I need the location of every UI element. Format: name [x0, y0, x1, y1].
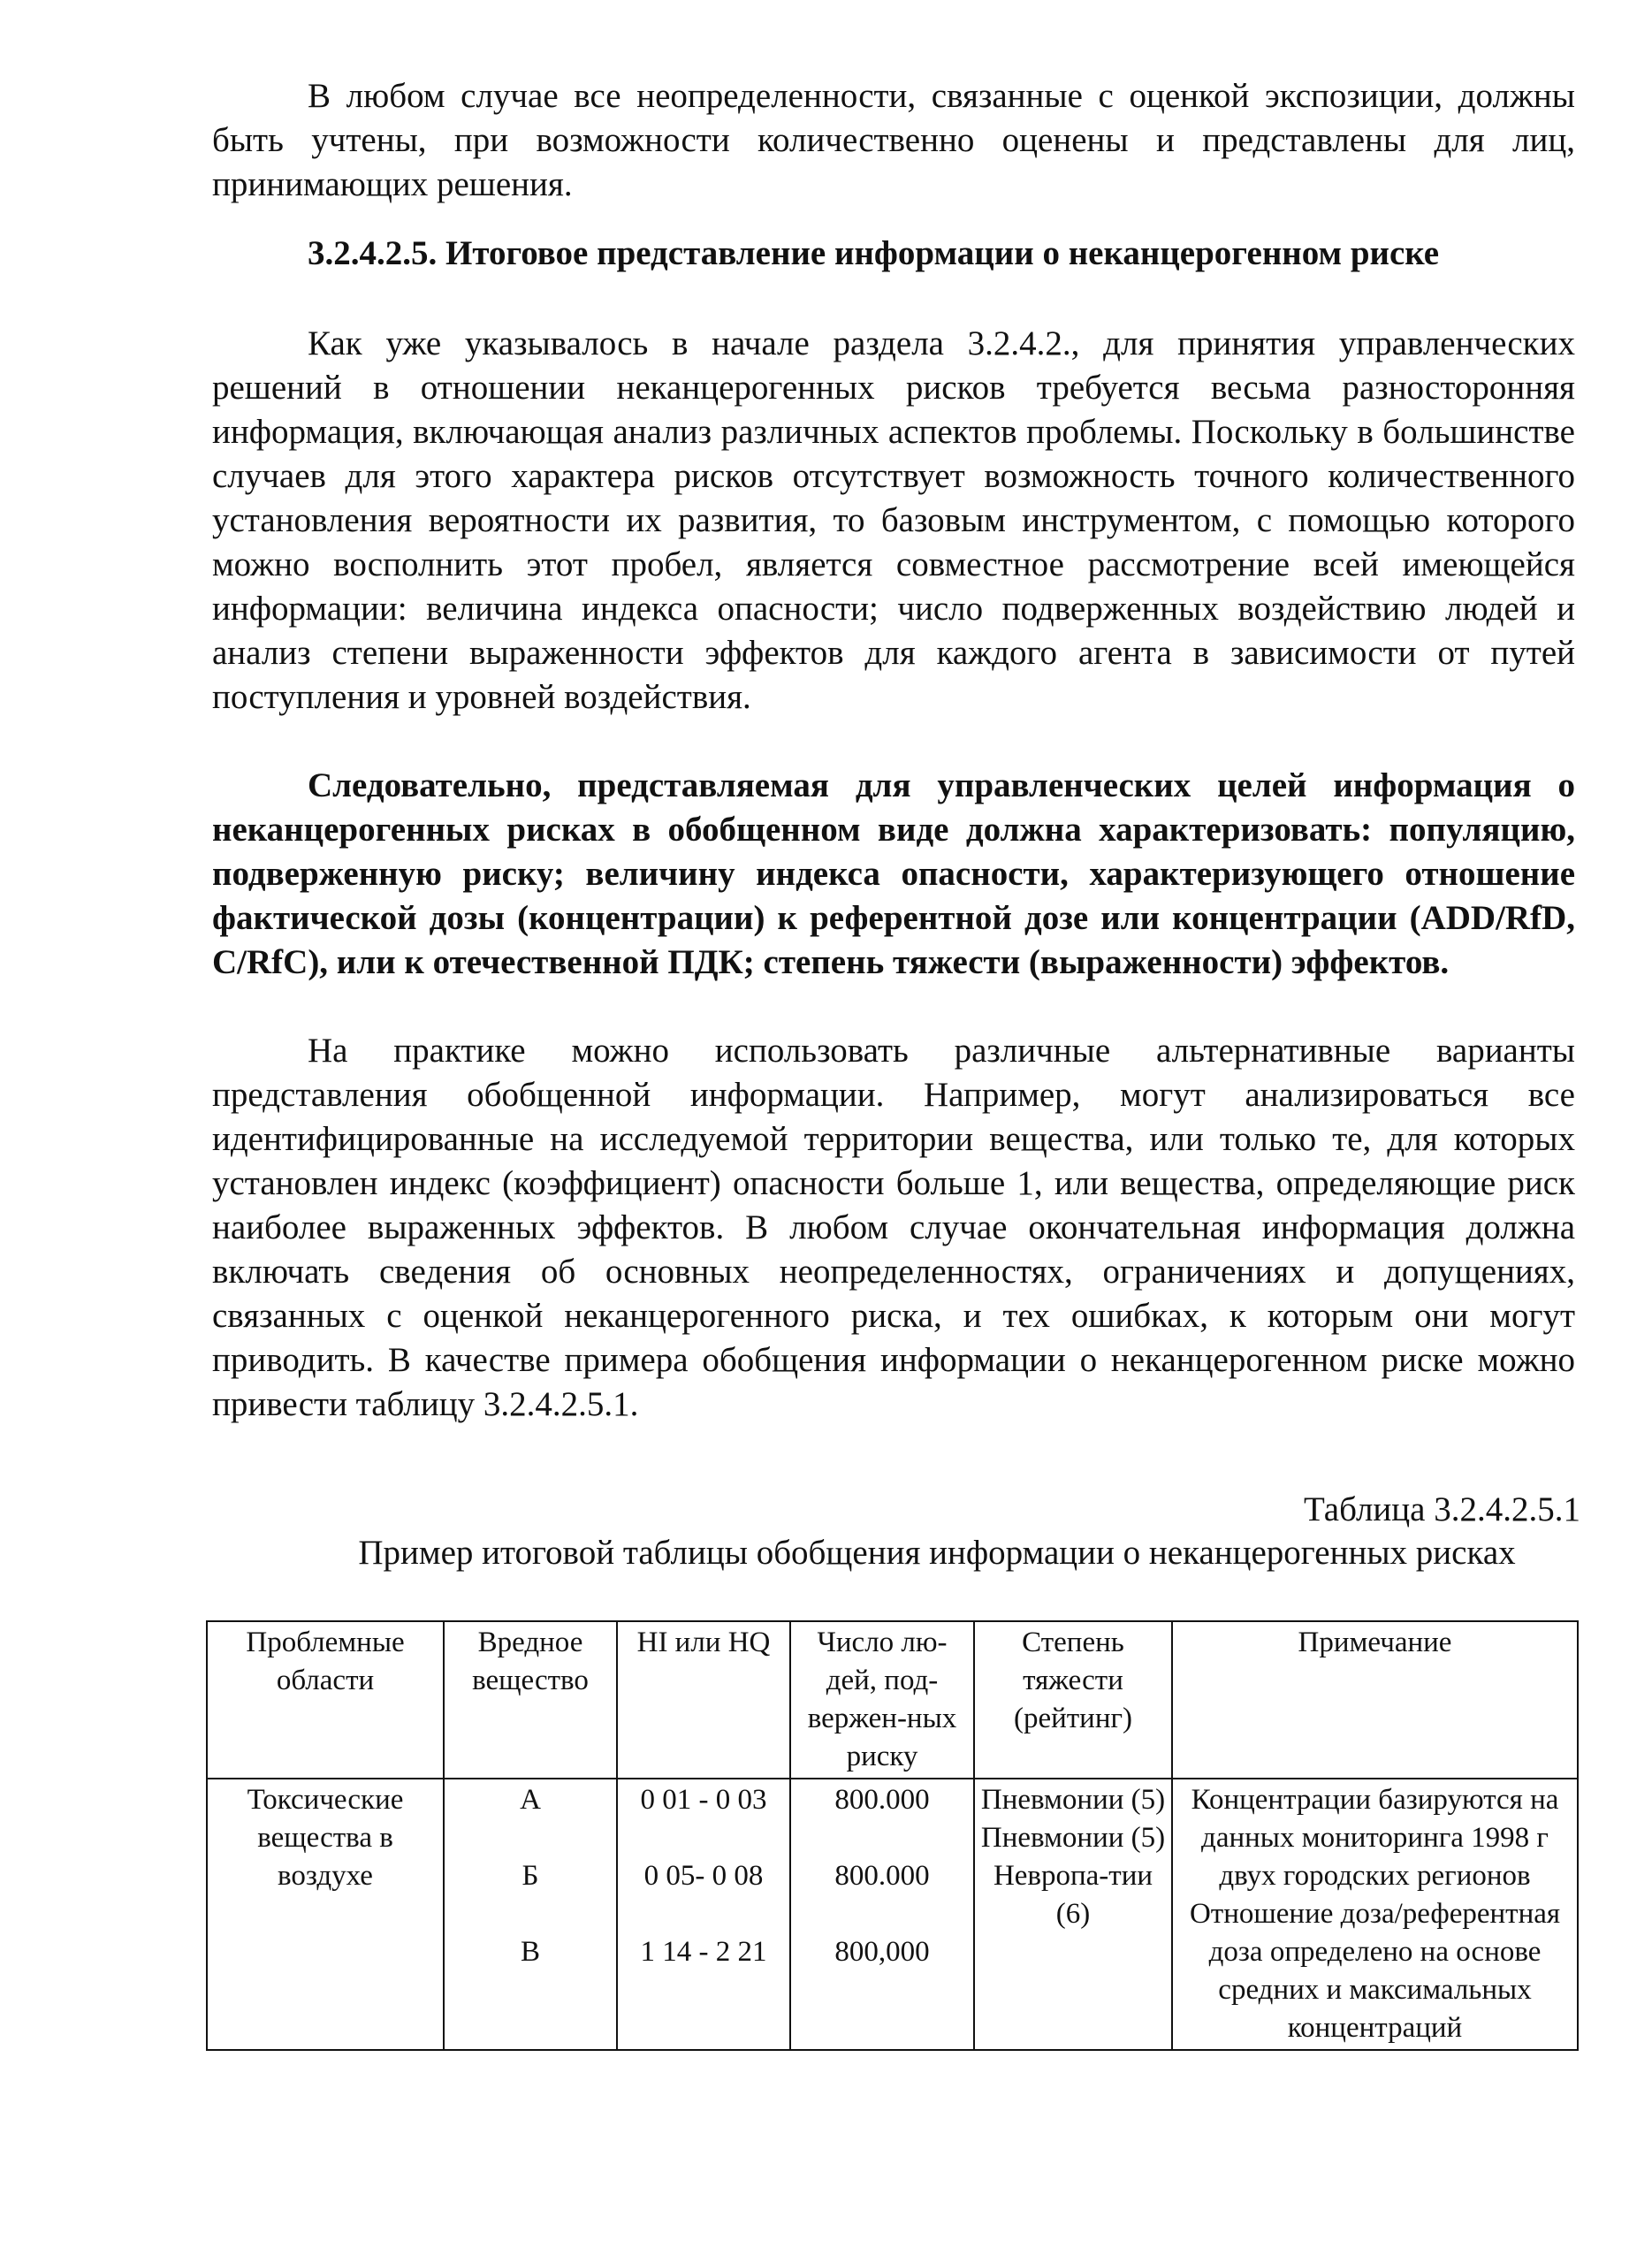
- intro-paragraph: В любом случае все неопределенности, связанные с оценкой экспозиции, должны быть учтены, при возможности количественно оценены и представлены для лиц, принимающих решения.: [212, 77, 1575, 203]
- paragraph-3: На практике можно использовать различные альтернативные варианты представления обобщенной информации. Например, могут анализироваться все идентифицированные на исследуемой территории вещества, или только те, для которых установлен индекс (коэффициент) опасности больше 1, или вещества, определяющие риск наиболее выраженных эффектов. В любом случае окончательная информация должна включать сведения об основных неопределенностях, ограничениях и допущениях, связанных с оценкой неканцерогенного риска, и тех ошибках, к которым они могут приводить. В качестве примера обобщения информации о неканцерогенном риске можно привести таблицу 3.2.4.2.5.1.: [212, 1032, 1575, 1423]
- people-c: 800,000: [834, 1936, 930, 1968]
- header-note: Примечание: [1172, 1621, 1578, 1779]
- cell-hi-hq: [617, 1779, 790, 2050]
- cell-area: Токсические вещества в воздухе: [207, 1779, 444, 2050]
- table-row: [207, 1779, 1578, 2050]
- header-hi-hq: HI или HQ: [617, 1621, 790, 1779]
- severity-b: Пневмонии (5): [980, 1822, 1166, 1854]
- paragraph-1: Как уже указывалось в начале раздела 3.2.4.2., для принятия управленческих решений в отношении неканцерогенных рисков требуется весьма разносторонняя информация, включающая анализ различных аспектов проблемы. Поскольку в большинстве случаев для этого характера рисков отсутствует возможность точного количественного установления вероятности их развития, то базовым инструментом, с помощью которого можно восполнить этот пробел, является совместное рассмотрение всей имеющейся информации: величина индекса опасности; число подверженных воздействию людей и анализ степени выраженности эффектов для каждого агента в зависимости от путей поступления и уровней воздействия.: [212, 324, 1575, 716]
- cell-note: Концентрации базируются на данных мониторинга 1998 г двух городских регионов Отношение доза/референтная доза определено на основе средних и максимальных концентраций: [1172, 1779, 1578, 2050]
- people-a: 800.000: [834, 1784, 930, 1816]
- table-number: Таблица 3.2.4.2.5.1: [1303, 1490, 1580, 1528]
- table-caption: Пример итоговой таблицы обобщения информации о неканцерогенных рисках: [358, 1534, 1516, 1572]
- hi-b: 0 05- 0 08: [643, 1860, 764, 1892]
- header-severity: Степень тяжести (рейтинг): [974, 1621, 1172, 1779]
- summary-table: [206, 1620, 1579, 2051]
- cell-substances: [444, 1779, 617, 2050]
- table-header-row: [207, 1621, 1578, 1779]
- header-people-at-risk: Число лю-дей, под-вержен-ных риску: [790, 1621, 974, 1779]
- cell-severity: [974, 1779, 1172, 2050]
- severity-a: Пневмонии (5): [980, 1784, 1166, 1816]
- people-b: 800.000: [834, 1860, 930, 1892]
- header-problem-areas: Проблемные области: [207, 1621, 444, 1779]
- section-heading: 3.2.4.2.5. Итоговое представление информации о неканцерогенном риске: [308, 234, 1440, 272]
- hi-a: 0 01 - 0 03: [640, 1784, 767, 1816]
- substance-b: Б: [521, 1860, 539, 1892]
- paragraph-2: Следовательно, представляемая для управленческих целей информация о неканцерогенных рисках в обобщенном виде должна характеризовать: популяцию, подверженную риску; величину индекса опасности, характеризующего отношение фактической дозы (концентрации) к референтной дозе или концентрации (ADD/RfD, C/RfC), или к отечественной ПДК; степень тяжести (выраженности) эффектов.: [212, 766, 1575, 981]
- hi-c: 1 14 - 2 21: [640, 1936, 767, 1968]
- header-harmful-substance: Вредное вещество: [444, 1621, 617, 1779]
- substance-c: В: [520, 1936, 540, 1968]
- severity-c: Невропа-тии (6): [993, 1860, 1153, 1930]
- substance-a: А: [520, 1784, 541, 1816]
- cell-people: [790, 1779, 974, 2050]
